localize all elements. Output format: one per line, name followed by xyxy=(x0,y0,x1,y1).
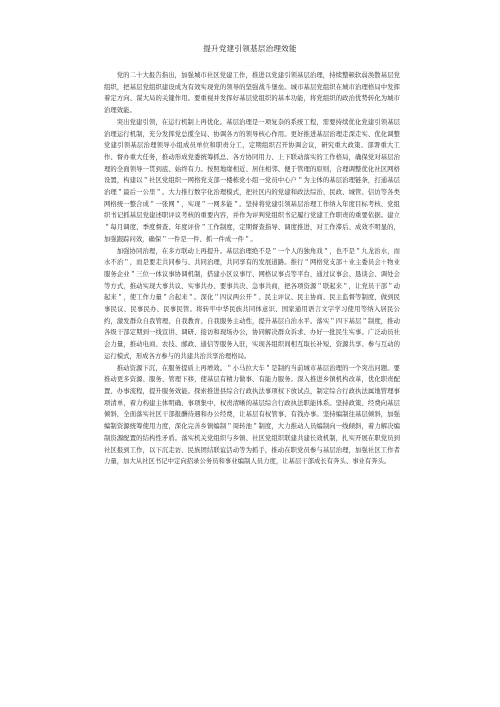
paragraph-intro: 党的二十大报告指出，加强城市社区党建工作，推进以党建引领基层治理，持续整顿软弱涣散基层党组织，把基层党组织建设成为有效实现党的领导的坚强战斗堡垒。城市基层党组织在城市治理格局中发挥着定方向、谋大局的关键作用。要重视并发挥好基层党组织的基本功能，将党组织的政治优势转化为城市治理效能。 xyxy=(104,72,400,115)
document-title: 提升党建引领基层治理效能 xyxy=(203,44,297,53)
paragraph-collaboration: 加强协同治理，在多方联动上再提升。基层治理绝不是＂一个人的独角戏＂，也不是＂九龙治水，而水不治＂，而是要走共同参与、共同治理，共同享有的发展道路。推行＂网格党支部＋业主委员会＋物业服务企业＂三位一体议事协调机制，搭建小区议事厅、网格议事点等平台，通过议事会、恳谈会、调处会等方式，推动实现大事共议、实事共办、要事共决、急事共商，把各项资源＂联起来＂，让党员干部＂动起来＂，使工作力量＂合起来＂。深化＂四议两公开＂、民主评议、民主协商、民主监督等制度，做到民事民议、民事民办、民事民管。将转牢中华民族共同体意识、国家通用语言文字学习使用等纳入居民公约，激发群众自我管理、自我教育、自我服务主动性，提升基层自治水平。落实＂四下基层＂制度，推动各级干部定期到一线宣讲、调研、接访和现场办公，协同解决群众诉求、办好一批民生实事。广泛动员社会力量，推动电商、农技、邮政、通信等服务入驻，实现各组织间相互取长补短、资源共享、参与互动的运行模式，形成各方参与的共建共治共享治理格局。 xyxy=(104,247,400,360)
paragraph-resources: 推动资源下沉，在服务提质上再增效。＂小马拉大车＂是制约当前城市基层治理的一个突出问题。要推动更多资源、服务、管理下移，使基层有精力做事、有能力服务。深入推进乡镇机构改革，优化职责配置、办事流程，提升服务效能。探索推进县综合行政执法事项权下放试点，制定综合行政执法属地管理事项清单，着力构建主体明确、事项集中、权责清晰的基层综合行政执法职能体系。坚持政策、经费向基层倾斜，全面落实社区干部报酬待遇和办公经费，让基层有权管事、有钱办事。坚持编制往基层倾斜，加强编制资源统筹使用力度，深化完善乡镇编制＂周转池＂制度，大力推动人员编制向一线倾斜，着力解决编制资源配置的结构性矛盾。落实机关党组织与乡镇、社区党组织联建共建长效机制，扎实开展在职党员到社区报到工作，以下沉走访、民族团结联谊活动等为抓手，推动在职党员参与基层治理，加强社区工作者力量，加大从社区书记中定向招录公务员和事业编制人员力度，让基层干部成长有奔头、事业有奔头。 xyxy=(104,364,400,466)
document-body xyxy=(104,70,400,468)
paragraph-mechanism: 突出党建引领，在运行机制上再优化。基层治理是一项复杂的系统工程，需要持续优化党建引领基层治理运行机制，充分发挥党总揽全局、协调各方的领导核心作用。更好推进基层治理走深走实、优化调整党建引领基层治理领导小组成员单位和职责分工，定期组织召开协调会议，研究重大政策、部署重大工作、督办重大任务，推动形成党委统筹抓总、各方协同用力、上下联动落实的工作格局，确保党对基层治理的全面领导一贯到底、始终有力。按照地缘相近、居住相邻、便于管理的原则，合理调整优化社区网格设置，构建以＂社区党组织一网格党支部一楼栋党小组一党员中心户＂为主体的基层治理链条，打通基层治理＂最后一公里＂。大力推行数字化治理模式，把社区内的党建和政法综治、民政、城管、信访等各类网格统一整合成＂一张网＂，实现＂一网多能＂。坚持将党建引领基层治理工作纳入年度目标考核、党组织书记抓基层党建述职评议考核的重要内容，并作为评判党组织书记履行党建工作职责的重要依据。建立＂每月调度、季度督查、年度评价＂工作制度，定期督查指导、调度推进，对工作滞后、成效不明显的，加强跟踪问效，确保＂一件是一件、抓一件成一件＂。 xyxy=(104,118,400,243)
